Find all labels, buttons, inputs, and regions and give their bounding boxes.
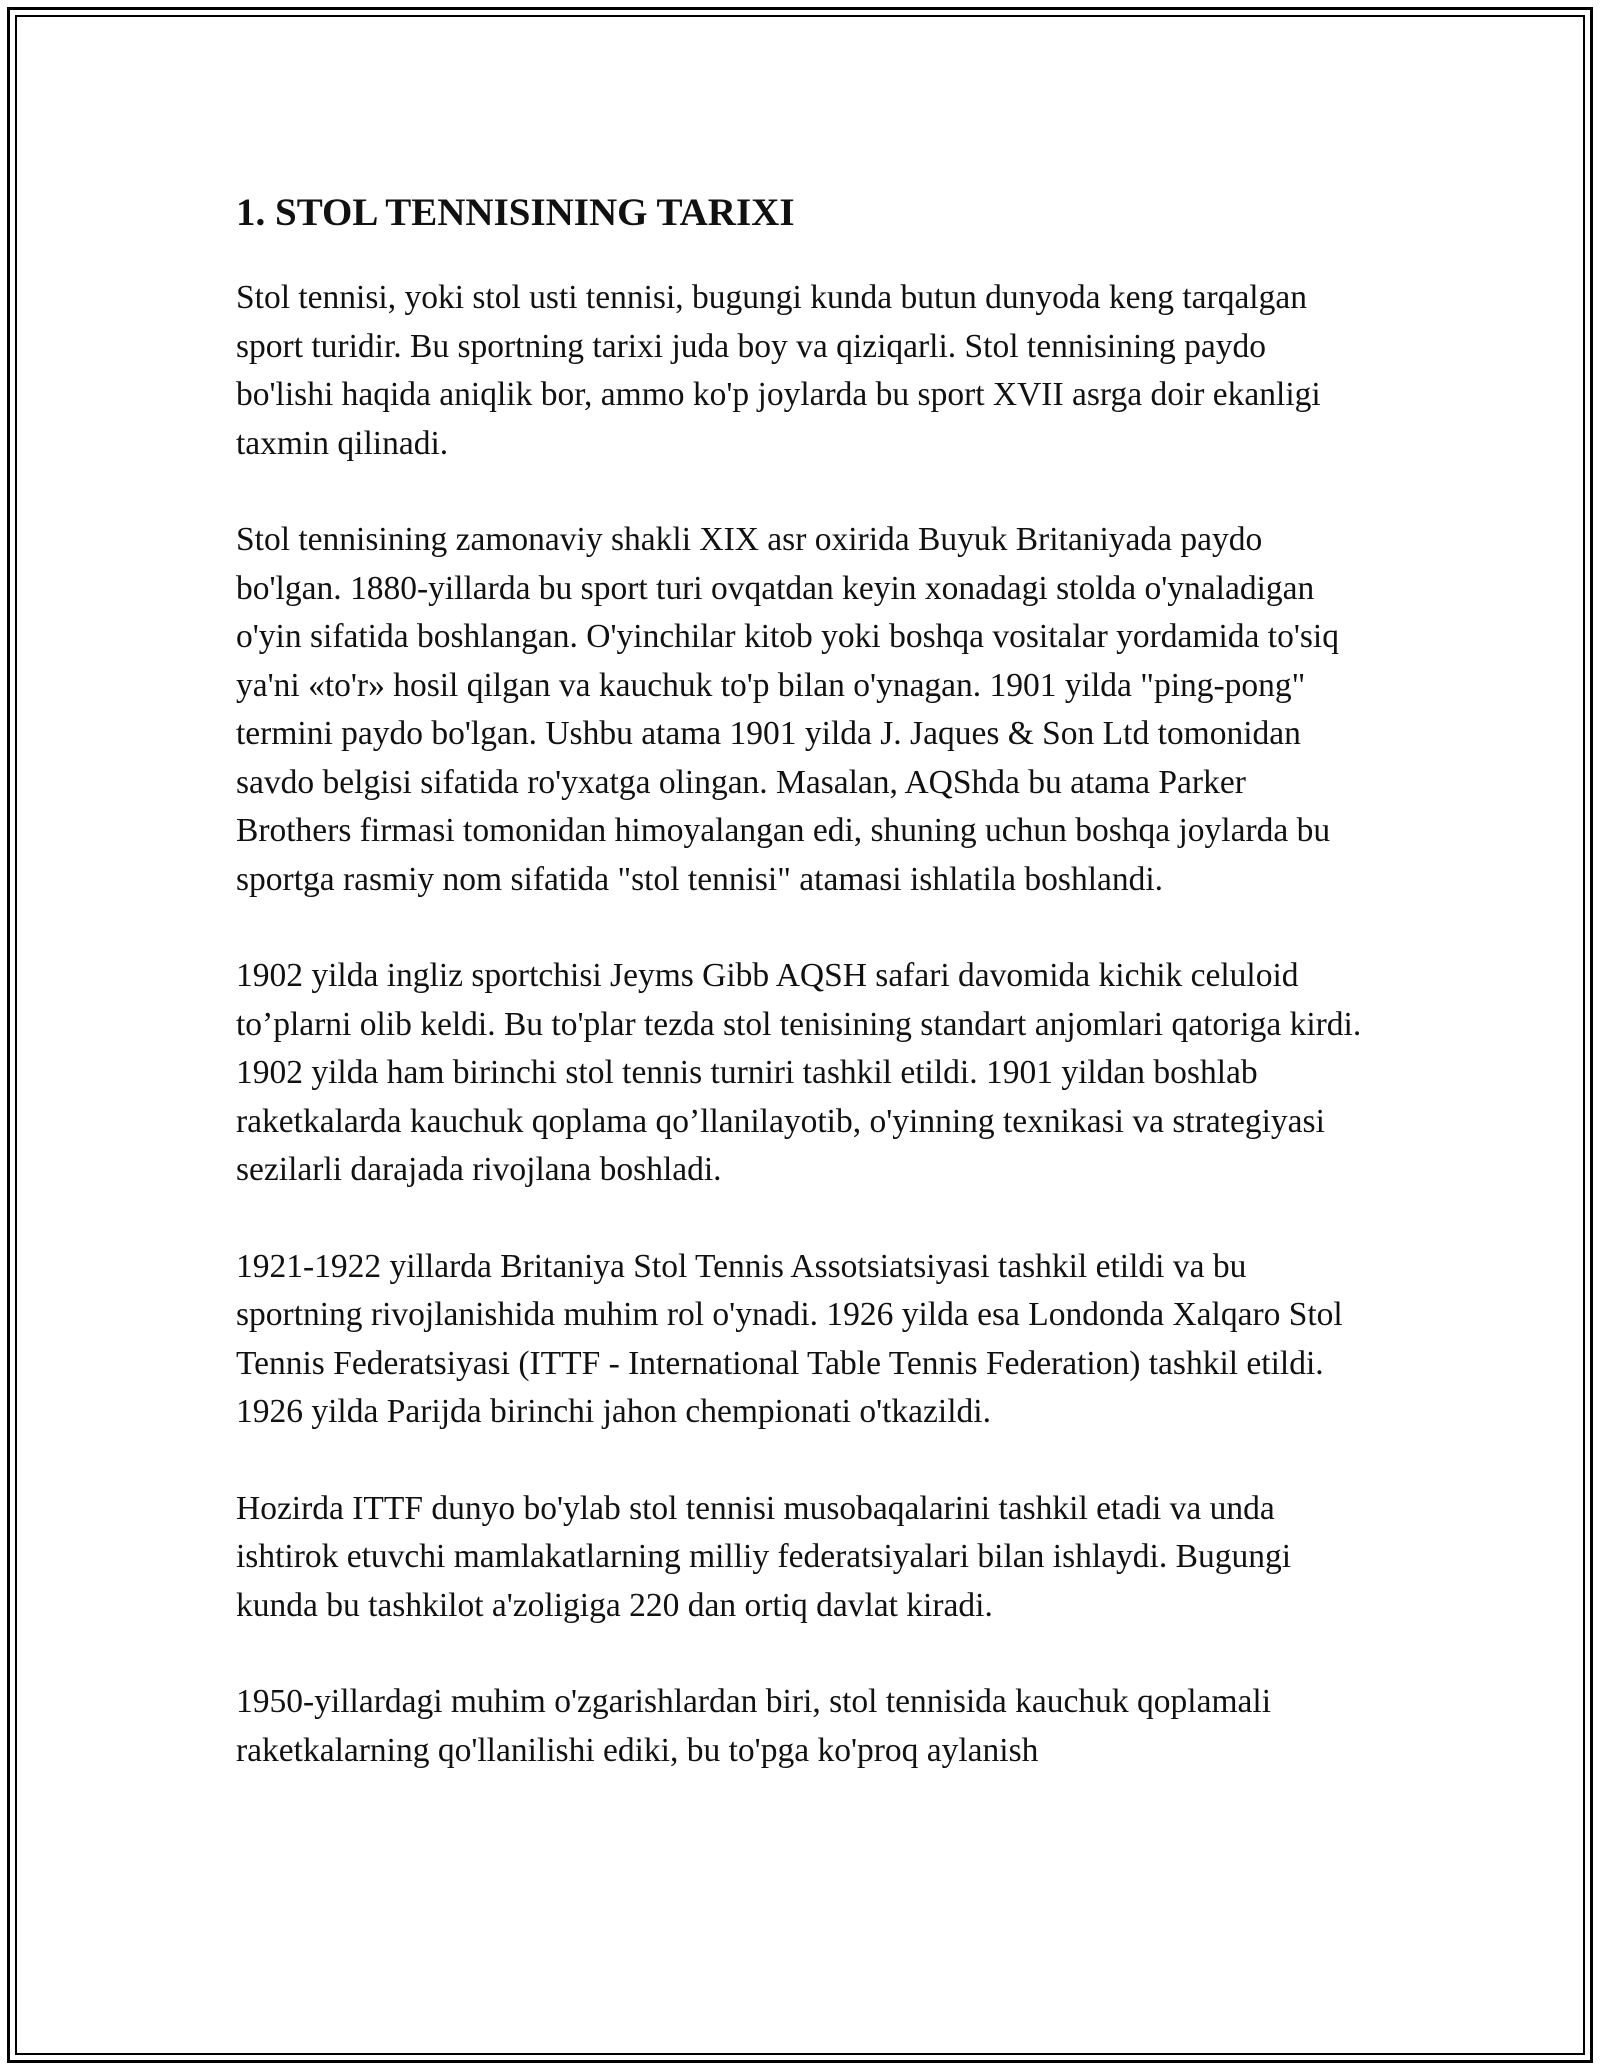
paragraph-1950s: 1950-yillardagi muhim o'zgarishlardan biri, stol tennisida kauchuk qoplamali raketkalarning qo'llanilishi ediki, bu to'pga ko'proq aylanish bbox=[236, 1683, 1271, 1769]
paragraph-origins: Stol tennisi, yoki stol usti tennisi, bugungi kunda butun dunyoda keng tarqalgan sport turidir. Bu sportning tarixi juda boy va qiziqarli. Stol tennisining paydo bo'lishi haqida aniqlik bor, ammo ko'p joylarda bu sport XVII asrga doir ekanligi taxmin qilinadi. bbox=[236, 279, 1321, 462]
document-body bbox=[236, 186, 1366, 1823]
paragraph-federation: 1921-1922 yillarda Britaniya Stol Tennis Assotsiatsiyasi tashkil etildi va bu sportning rivojlanishida muhim rol o'ynadi. 1926 yilda esa Londonda Xalqaro Stol Tennis Federatsiyasi (ITTF - International Table Tennis Federation) tashkil etildi. 1926 yilda Parijda birinchi jahon chempionati o'tkazildi. bbox=[236, 1247, 1343, 1430]
paragraph-celluloid-balls: 1902 yilda ingliz sportchisi Jeyms Gibb AQSH safari davomida kichik celuloid to’plarni olib keldi. Bu to'plar tezda stol tenisining standart anjomlari qatoriga kirdi. 1902 yilda ham birinchi stol tennis turniri tashkil etildi. 1901 yildan boshlab raketkalarda kauchuk qoplama qo’llanilayotib, o'yinning texnikasi va strategiyasi sezilarli darajada rivojlana boshladi. bbox=[236, 957, 1362, 1188]
paragraph-modern-form: Stol tennisining zamonaviy shakli XIX asr oxirida Buyuk Britaniyada paydo bo'lgan. 1880-yillarda bu sport turi ovqatdan keyin xonadagi stolda o'ynaladigan o'yin sifatida boshlangan. O'yinchilar kitob yoki boshqa vositalar yordamida to'siq ya'ni «to'r» hosil qilgan va kauchuk to'p bilan o'ynagan. 1901 yilda "ping-pong" termini paydo bo'lgan. Ushbu atama 1901 yilda J. Jaques & Son Ltd tomonidan savdo belgisi sifatida ro'yxatga olingan. Masalan, AQShda bu atama Parker Brothers firmasi tomonidan himoyalangan edi, shuning uchun boshqa joylarda bu sportga rasmiy nom sifatida "stol tennisi" atamasi ishlatila boshlandi. bbox=[236, 521, 1339, 898]
section-title: 1. STOL TENNISINING TARIXI bbox=[236, 191, 795, 234]
paragraph-ittf-today: Hozirda ITTF dunyo bo'ylab stol tennisi musobaqalarini tashkil etadi va unda ishtirok etuvchi mamlakatlarning milliy federatsiyalari bilan ishlaydi. Bugungi kunda bu tashkilot a'zoligiga 220 dan ortiq davlat kiradi. bbox=[236, 1489, 1292, 1624]
